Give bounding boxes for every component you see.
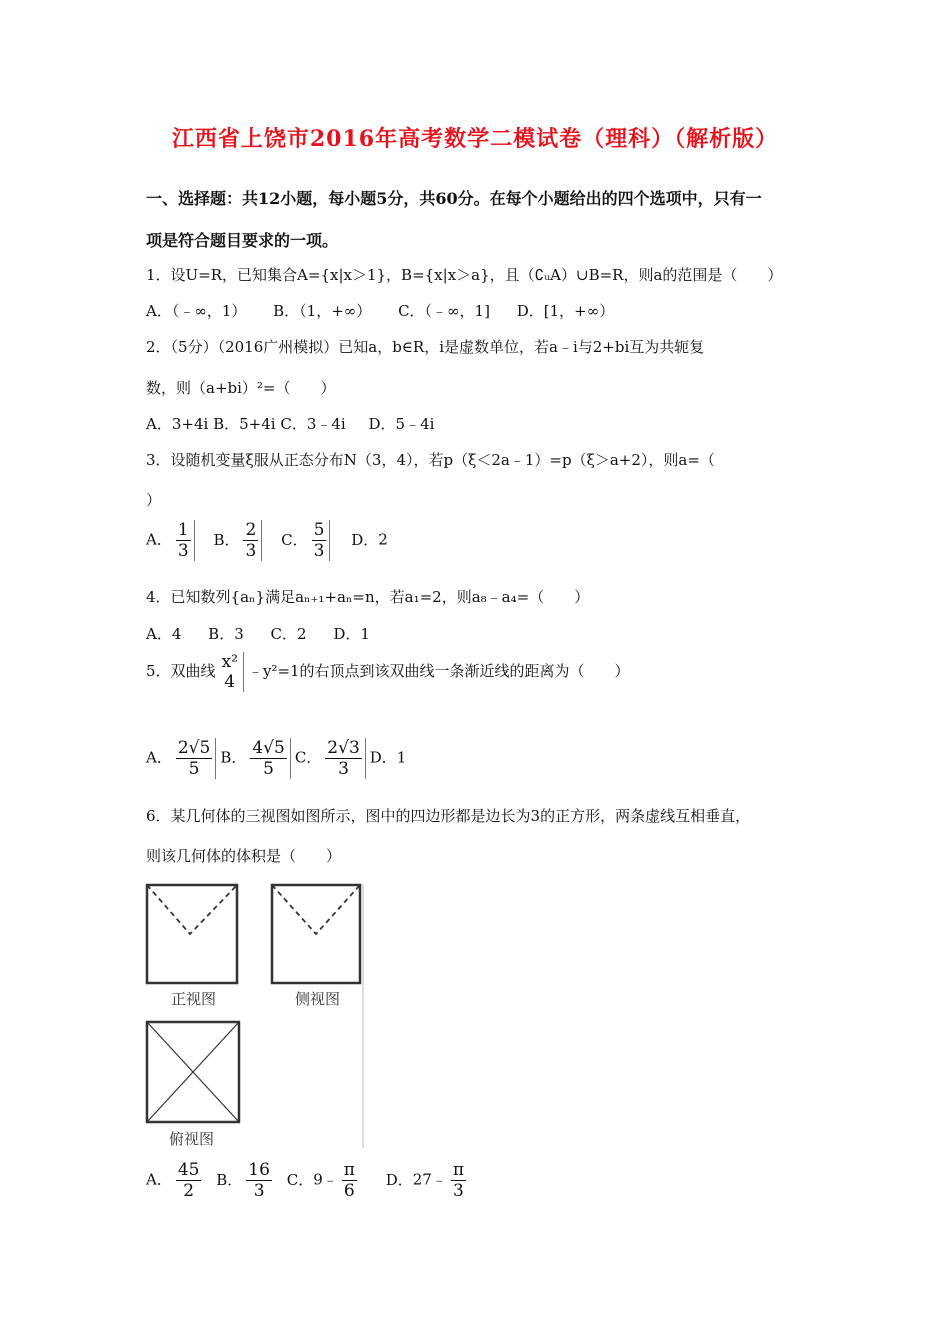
side-view-label: 侧视图	[295, 990, 341, 1008]
top-view-label: 俯视图	[169, 1130, 215, 1148]
option-b-fraction	[243, 520, 262, 561]
question-3: 3．设随机变量ξ服从正态分布N（3，4），若p（ξ＜2a﹣1）=p（ξ＞a+2），则a=（	[146, 451, 715, 469]
question-3-options	[146, 520, 388, 561]
question-5-suffix: ﹣y²=1的右顶点到该双曲线一条渐近线的距离为（ ）	[247, 662, 630, 680]
page-title: 江西省上饶市2016年高考数学二模试卷（理科）（解析版）	[171, 126, 779, 152]
numerator: 16	[248, 1160, 270, 1180]
option-c-fraction	[325, 738, 365, 779]
denominator: 2	[183, 1181, 195, 1201]
three-view-figure	[143, 882, 365, 1148]
denominator: 3	[253, 1181, 265, 1201]
denominator: 3	[177, 541, 189, 561]
option-b-fraction	[250, 738, 290, 779]
question-2-cont: 数，则（a+bi）²=（ ）	[146, 379, 336, 397]
question-1: 1．设U=R，已知集合A={x|x＞1}，B={x|x＞a}，且（∁ᵤA）∪B=R，则a的范围是（ ）	[146, 266, 783, 284]
option-b-fraction	[246, 1160, 272, 1201]
denominator: 6	[343, 1181, 355, 1201]
denominator: 3	[338, 759, 349, 779]
option-d-value: 1	[396, 748, 407, 767]
option-a: A．4	[146, 625, 182, 643]
question-6: 6．某几何体的三视图如图所示，图中的四边形都是边长为3的正方形，两条虚线互相垂直，	[146, 807, 751, 825]
numerator: 1	[177, 520, 189, 540]
numerator: π	[343, 1160, 355, 1180]
denominator: 3	[313, 541, 325, 561]
option-d-label: D．	[351, 530, 379, 549]
hyperbola-fraction	[220, 652, 244, 692]
option-c-label: C．	[294, 748, 322, 767]
option-d-label: D．	[369, 748, 397, 767]
option-c-label: C．	[286, 1170, 314, 1189]
option-d: D．[1，+∞）	[516, 302, 615, 320]
denominator: 5	[263, 759, 274, 779]
question-6-options	[146, 1160, 470, 1201]
option-c-label: C．	[281, 530, 308, 549]
denominator: 3	[453, 1181, 464, 1201]
option-a-label: A．	[146, 1170, 172, 1189]
section-header: 一、选择题：共12小题，每小题5分，共60分。在每个小题给出的四个选项中，只有一	[146, 189, 762, 208]
numerator: 2√5	[177, 738, 211, 758]
question-6-cont: 则该几何体的体积是（ ）	[146, 847, 342, 865]
question-2: 2．（5分）（2016广州模拟）已知a，b∈R，i是虚数单位，若a﹣i与2+bi互为共轭复	[146, 338, 705, 356]
option-a: A．3+4i	[146, 415, 209, 433]
option-c: C．（﹣∞，1]	[398, 302, 490, 320]
option-c-fraction	[312, 520, 331, 561]
option-c-prefix: 9﹣	[313, 1170, 338, 1189]
option-d-fraction	[451, 1160, 466, 1201]
front-view-dashed-lines	[147, 885, 237, 934]
denominator: 3	[245, 541, 257, 561]
option-b-label: B．	[213, 530, 240, 549]
three-view-drawing	[143, 882, 365, 1148]
question-5-prefix: 5．双曲线	[146, 662, 216, 680]
numerator: 45	[177, 1160, 200, 1180]
option-b-label: B．	[216, 1170, 243, 1189]
denominator: 5	[188, 759, 200, 779]
option-a-label: A．	[146, 530, 172, 549]
option-b: B．5+4i	[213, 415, 276, 433]
option-b: B．3	[208, 625, 244, 643]
option-a: A．（﹣∞，1）	[146, 302, 247, 320]
question-3-cont: ）	[146, 491, 162, 509]
side-view-dashed-lines	[272, 885, 360, 934]
numerator: 2√3	[327, 738, 360, 758]
question-2-options	[146, 413, 434, 434]
option-a-fraction	[176, 520, 195, 561]
numerator: 4√5	[252, 738, 285, 758]
question-5-options	[146, 738, 406, 779]
option-c: C．2	[270, 625, 307, 643]
numerator: x²	[221, 652, 238, 672]
numerator: π	[452, 1160, 465, 1180]
option-c-fraction	[342, 1160, 357, 1201]
option-d: D．5﹣4i	[368, 415, 435, 433]
question-1-options	[146, 300, 636, 321]
option-a-fraction	[176, 738, 216, 779]
question-4-options	[146, 623, 392, 644]
option-d-value: 2	[378, 530, 388, 549]
denominator: 4	[224, 672, 236, 692]
section-header-cont: 项是符合题目要求的一项。	[146, 231, 339, 250]
question-4: 4．已知数列{aₙ}满足aₙ₊₁+aₙ=n，若a₁=2，则a₈﹣a₄=（ ）	[146, 588, 590, 606]
option-d: D．1	[333, 625, 370, 643]
numerator: 5	[313, 520, 325, 540]
question-5	[146, 652, 630, 692]
option-b-label: B．	[220, 748, 247, 767]
front-view-label: 正视图	[171, 990, 217, 1008]
option-a-label: A．	[146, 748, 172, 767]
option-a-fraction	[176, 1160, 202, 1201]
option-d-prefix: 27﹣	[412, 1170, 447, 1189]
option-c: C．3﹣4i	[280, 415, 346, 433]
option-b: B．（1，+∞）	[273, 302, 372, 320]
option-d-label: D．	[385, 1170, 413, 1189]
numerator: 2	[245, 520, 257, 540]
